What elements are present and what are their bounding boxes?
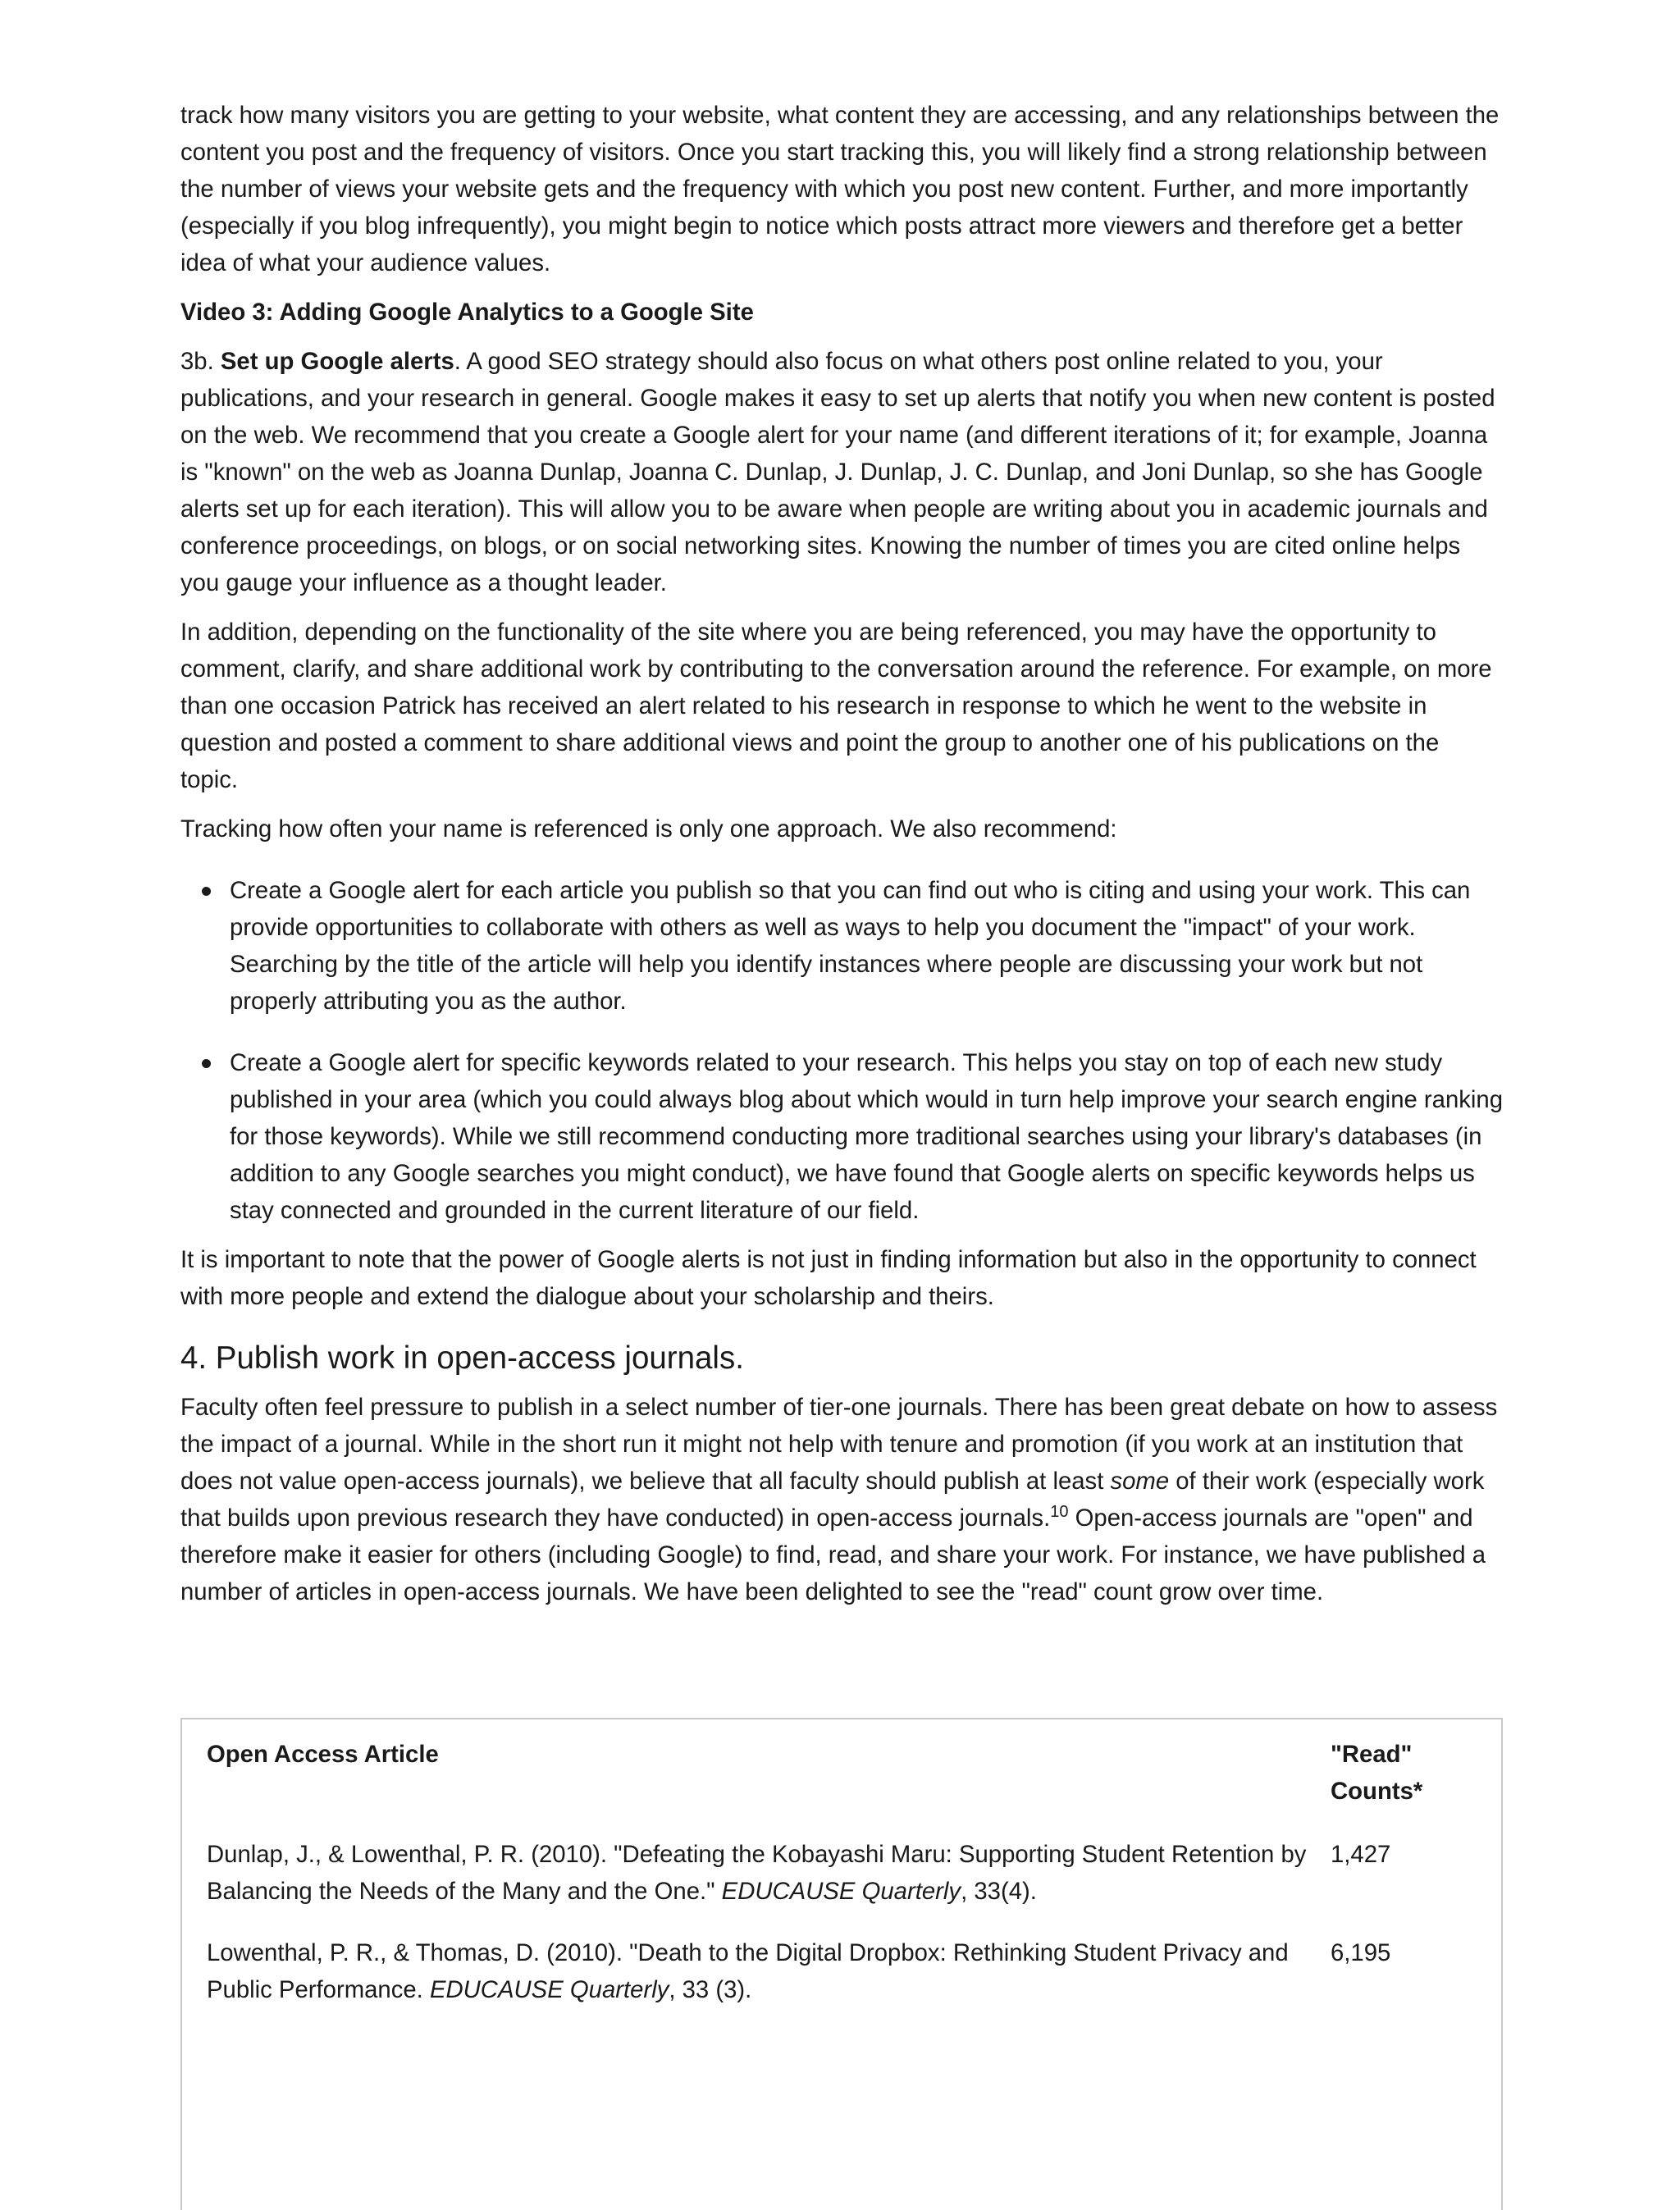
- table-header-row: [207, 1736, 1478, 1836]
- table-row: [207, 1836, 1478, 1934]
- footnote-marker[interactable]: 10: [1050, 1503, 1069, 1522]
- addition-paragraph: In addition, depending on the functionality of the site where you are being referenced, you may have the opportunity to comment, clarify, and share additional work by contributing to the conversation around the reference. For example, on more than one occasion Patrick has received an alert related to his research in response to which he went to the website in question and posted a comment to share additional views and point the group to another one of his publications on the topic.: [180, 619, 1492, 793]
- section-4-paragraph: [180, 1389, 1503, 1610]
- tracking-paragraph: Tracking how often your name is referenced is only one approach. We also recommend:: [180, 815, 1117, 842]
- list-item: Create a Google alert for each article you publish so that you can find out who is citing and using your work. This can provide opportunities to collaborate with others as well as ways to help you document the "impact" of your work. Searching by the title of the article will help you identify instances where people are discussing your work but not properly attributing you as the author.: [230, 872, 1503, 1020]
- section-3b-body: . A good SEO strategy should also focus on what others post online related to you, your publications, and your research in general. Google makes it easy to set up alerts that notify you when new content is posted on the web. We recommend that you create a Google alert for your name (and different iterations of it; for example, Joanna is "known" on the web as Joanna Dunlap, Joanna C. Dunlap, J. Dunlap, J. C. Dunlap, and Joni Dunlap, so she has Google alerts set up for each iteration). This will allow you to be aware when people are writing about you in academic journals and conference proceedings, on blogs, or on social networking sites. Knowing the number of times you are cited online helps you gauge your influence as a thought leader.: [180, 348, 1495, 596]
- important-paragraph: It is important to note that the power of Google alerts is not just in finding information but also in the opportunity to connect with more people and extend the dialogue about your scholarship and theirs.: [180, 1246, 1477, 1310]
- video-heading: Video 3: Adding Google Analytics to a Google Site: [180, 299, 754, 326]
- citation-text: Dunlap, J., & Lowenthal, P. R. (2010). "Defeating the Kobayashi Maru: Supporting Student Retention by Balancing the Needs of the Many and the One.": [207, 1841, 1307, 1905]
- header-article: Open Access Article: [207, 1741, 439, 1768]
- citation-text: Lowenthal, P. R., & Thomas, D. (2010). "Death to the Digital Dropbox: Rethinking Student Privacy and Public Performance.: [207, 1939, 1289, 2003]
- section-3b-title: Set up Google alerts: [220, 348, 454, 375]
- section-4-text-part3: Open-access journals are "open" and therefore make it easier for others (including Google) to find, read, and share your work. For instance, we have published a number of articles in open-access journals. We have been delighted to see the "read" count grow over time.: [180, 1505, 1486, 1605]
- section-4-text-part2: of their work (especially work that builds upon previous research they have conducted) in open-access journals.: [180, 1468, 1485, 1532]
- read-count: 6,195: [1331, 1939, 1391, 1966]
- journal-title: EDUCAUSE Quarterly: [429, 1976, 669, 2003]
- citation-issue: , 33 (3).: [669, 1976, 752, 2003]
- read-count: 1,427: [1331, 1841, 1391, 1868]
- table-row: [207, 1934, 1478, 2033]
- section-4-heading: 4. Publish work in open-access journals.: [180, 1340, 744, 1376]
- section-3b-paragraph: [180, 343, 1503, 601]
- header-read-counts: "Read" Counts*: [1331, 1741, 1423, 1805]
- journal-title: EDUCAUSE Quarterly: [721, 1878, 961, 1905]
- document-page: [180, 97, 1503, 1610]
- citation-issue: , 33(4).: [961, 1878, 1037, 1905]
- section-4-emphasis: some: [1110, 1468, 1170, 1495]
- recommendation-list: [180, 872, 1503, 1229]
- list-item: Create a Google alert for specific keywords related to your research. This helps you stay on top of each new study published in your area (which you could always blog about which would in turn help improve your search engine ranking for those keywords). While we still recommend conducting more traditional searches using your library's databases (in addition to any Google searches you might conduct), we have found that Google alerts on specific keywords helps us stay connected and grounded in the current literature of our field.: [230, 1044, 1503, 1229]
- open-access-table: [207, 1736, 1478, 2033]
- open-access-table-box: [180, 1718, 1503, 2210]
- article-citation: [207, 1934, 1331, 2033]
- section-3b-prefix: 3b.: [180, 348, 221, 375]
- article-citation: [207, 1836, 1331, 1934]
- intro-paragraph: track how many visitors you are getting to your website, what content they are accessing, and any relationships between the content you post and the frequency of visitors. Once you start tracking this, you will likely find a strong relationship between the number of views your website gets and the frequency with which you post new content. Further, and more importantly (especially if you blog infrequently), you might begin to notice which posts attract more viewers and therefore get a better idea of what your audience values.: [180, 102, 1500, 276]
- section-4-text-part1: Faculty often feel pressure to publish in a select number of tier-one journals. There has been great debate on how to assess the impact of a journal. While in the short run it might not help with tenure and promotion (if you work at an institution that does not value open-access journals), we believe that all faculty should publish at least: [180, 1394, 1498, 1495]
